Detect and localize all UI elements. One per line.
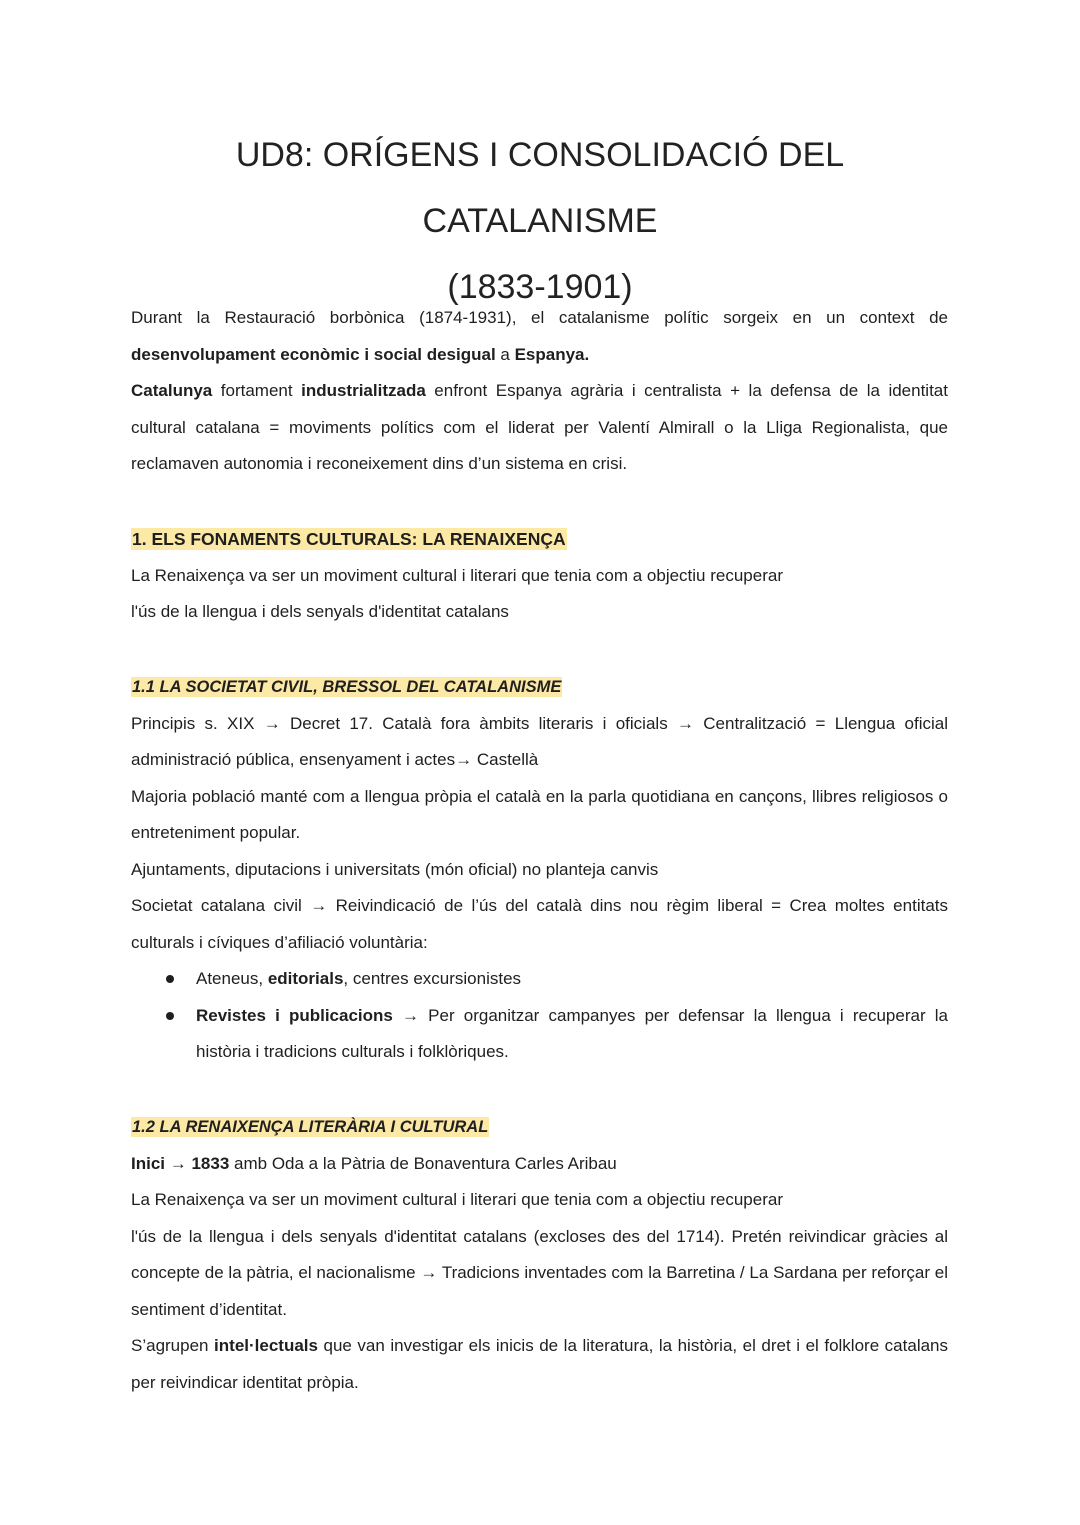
section-1-line-2: l'ús de la llengua i dels senyals d'identitat catalans [131, 602, 509, 621]
title-line-1: UD8: ORÍGENS I CONSOLIDACIÓ DEL CATALANISME [235, 136, 845, 240]
section-1-2-heading [131, 1108, 948, 1146]
section-1-2-paragraph-4 [131, 1328, 948, 1401]
section-1-1-heading [131, 668, 948, 706]
intro-text: fortament [212, 381, 302, 400]
bullet-text: , centres excursionistes [343, 969, 522, 988]
section-1-heading [131, 520, 948, 558]
section-1-heading-text: 1. ELS FONAMENTS CULTURALS: LA RENAIXENÇA [132, 528, 566, 549]
section-1-1-paragraph-4: Societat catalana civil → Reivindicació de l’ús del català dins nou règim liberal = Crea moltes entitats culturals i cíviques d’afiliació voluntària: [131, 896, 948, 952]
intro-bold-text: Catalunya [131, 381, 213, 400]
section-1-2-paragraph-1 [131, 1146, 948, 1183]
bullet-text: → Per organitzar campanyes per defensar la llengua i recuperar la història i tradicions culturals i folklòriques. [196, 1005, 948, 1061]
text: amb Oda a la Pàtria de Bonaventura Carles Aribau [229, 1153, 617, 1173]
text: S’agrupen [131, 1336, 215, 1355]
bullet-text: Ateneus, [196, 969, 268, 988]
list-item [131, 998, 948, 1071]
intro-text: Durant la Restauració borbònica (1874-1931), el catalanisme polític sorgeix en un context de [131, 308, 948, 327]
bullet-bold-text: Revistes i publicacions [196, 1005, 393, 1025]
intro-text: a [495, 344, 515, 364]
title-line-2: (1833-1901) [447, 268, 633, 306]
bullet-icon [166, 1012, 174, 1020]
section-1-line-1: La Renaixença va ser un moviment cultural i literari que tenia com a objectiu recuperar [131, 565, 783, 585]
spacer [131, 1071, 948, 1108]
bullet-bold-text: editorials [267, 969, 344, 988]
intro-paragraph-1 [131, 300, 948, 373]
section-1-1-heading-text: 1.1 LA SOCIETAT CIVIL, BRESSOL DEL CATALANISME [132, 677, 562, 696]
page-title [120, 122, 960, 320]
text: → [165, 1153, 192, 1173]
intro-text: enfront Espanya agrària i centralista + la defensa de la identitat cultural catalana = moviments polítics com el liderat per Valentí Almirall o la Lliga Regionalista, que reclamaven autonomia i reconeixement dins d’un sistema en crisi. [131, 381, 948, 473]
section-1-2-heading-text: 1.2 LA RENAIXENÇA LITERÀRIA I CULTURAL [132, 1117, 489, 1136]
document-body [131, 300, 948, 1401]
intro-bold-text: Espanya. [514, 344, 590, 364]
section-1-2-paragraph-3: l'ús de la llengua i dels senyals d'identitat catalans (excloses des del 1714). Pretén reivindicar gràcies al concepte de la pàtria, el nacionalisme → Tradicions inventades com la Barretina / La Sardana per reforçar el sentiment d’identitat. [131, 1226, 948, 1319]
section-1-1-paragraph-2: Majoria població manté com a llengua pròpia el català en la parla quotidiana en cançons, llibres religiosos o entreteniment popular. [131, 786, 948, 842]
spacer [131, 483, 948, 520]
bold-text: Inici [131, 1153, 166, 1173]
spacer [131, 631, 948, 668]
section-1-1-paragraph-1: Principis s. XIX → Decret 17. Català fora àmbits literaris i oficials → Centralització = Llengua oficial administració pública, ensenyament i actes→ Castellà [131, 713, 948, 769]
section-1-1-paragraph-3: Ajuntaments, diputacions i universitats (món oficial) no planteja canvis [131, 859, 659, 879]
bold-text: intel·lectuals [214, 1336, 318, 1355]
text: que van investigar els inicis de la literatura, la història, el dret i el folklore catalans per reivindicar identitat pròpia. [131, 1336, 948, 1392]
intro-bold-text: desenvolupament econòmic i social desigual [131, 344, 496, 364]
bullet-icon [166, 975, 174, 983]
list-item [131, 961, 948, 998]
bullet-list [131, 961, 948, 1071]
intro-paragraph-2 [131, 373, 948, 483]
intro-bold-text: industrialitzada [301, 381, 426, 400]
bold-text: 1833 [191, 1153, 230, 1173]
section-1-2-paragraph-2: La Renaixença va ser un moviment cultural i literari que tenia com a objectiu recuperar [131, 1190, 783, 1209]
